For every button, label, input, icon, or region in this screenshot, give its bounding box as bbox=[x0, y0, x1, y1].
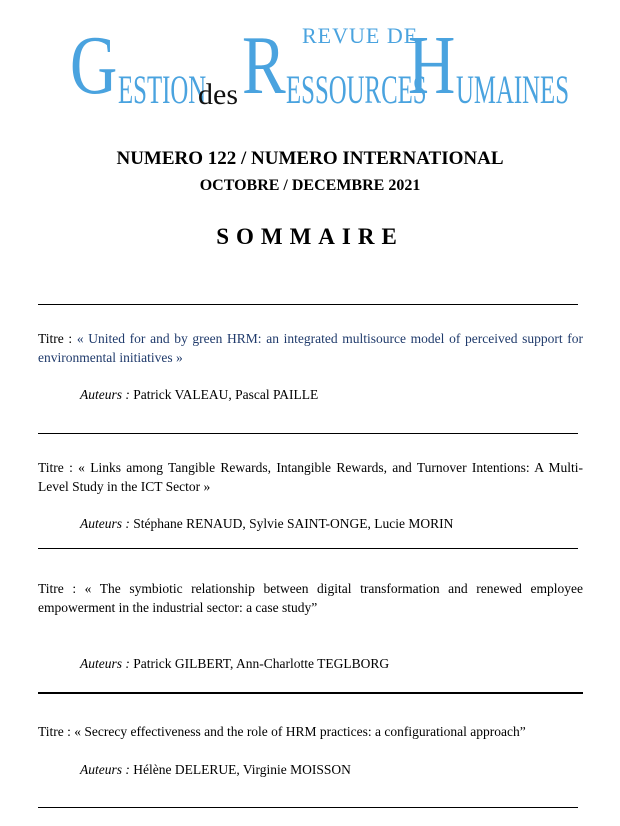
authors-names: Patrick VALEAU, Pascal PAILLE bbox=[133, 387, 319, 402]
authors-names: Hélène DELERUE, Virginie MOISSON bbox=[133, 762, 351, 777]
divider bbox=[38, 433, 578, 434]
divider bbox=[38, 548, 578, 549]
article-authors bbox=[80, 385, 318, 404]
title-text: « Secrecy effectiveness and the role of HRM practices: a configurational approach” bbox=[74, 724, 526, 739]
logo-estion: ESTION bbox=[118, 67, 207, 112]
journal-logo bbox=[70, 20, 570, 110]
article-authors bbox=[80, 760, 351, 779]
article-title bbox=[38, 458, 583, 496]
title-text: « United for and by green HRM: an integrated multisource model of perceived support for environmental initiatives » bbox=[38, 331, 584, 365]
authors-label: Auteurs : bbox=[80, 387, 130, 402]
authors-names: Stéphane RENAUD, Sylvie SAINT-ONGE, Lucie MORIN bbox=[133, 516, 454, 531]
divider bbox=[38, 692, 583, 694]
issue-number: NUMERO 122 / NUMERO INTERNATIONAL bbox=[116, 148, 504, 169]
article-authors bbox=[80, 654, 389, 673]
article-title bbox=[38, 722, 583, 741]
divider bbox=[38, 304, 578, 305]
title-text: « Links among Tangible Rewards, Intangible Rewards, and Turnover Intentions: A Multi-Level Study in the ICT Sector » bbox=[38, 460, 584, 494]
article-title bbox=[38, 329, 583, 367]
authors-label: Auteurs : bbox=[80, 656, 130, 671]
logo-essources: ESSOURCES bbox=[286, 67, 427, 112]
logo-letter-g: G bbox=[70, 19, 118, 112]
divider bbox=[38, 807, 578, 808]
contents-heading: SOMMAIRE bbox=[216, 224, 404, 249]
issue-date: OCTOBRE / DECEMBRE 2021 bbox=[199, 177, 421, 194]
authors-label: Auteurs : bbox=[80, 762, 130, 777]
title-label: Titre : bbox=[38, 581, 77, 596]
logo-des: des bbox=[198, 78, 238, 111]
logo-umaines: UMAINES bbox=[456, 67, 569, 112]
title-label: Titre : bbox=[38, 460, 73, 475]
title-text: « The symbiotic relationship between digital transformation and renewed employee empowerment in the industrial sector: a case study” bbox=[38, 581, 583, 615]
article-title bbox=[38, 579, 583, 617]
article-authors bbox=[80, 514, 453, 533]
title-label: Titre : bbox=[38, 724, 71, 739]
logo-letter-h: H bbox=[408, 19, 456, 112]
logo-letter-r: R bbox=[242, 19, 286, 112]
logo-revue-de: REVUE DE bbox=[302, 23, 419, 48]
authors-names: Patrick GILBERT, Ann-Charlotte TEGLBORG bbox=[133, 656, 390, 671]
title-label: Titre : bbox=[38, 331, 73, 346]
authors-label: Auteurs : bbox=[80, 516, 130, 531]
